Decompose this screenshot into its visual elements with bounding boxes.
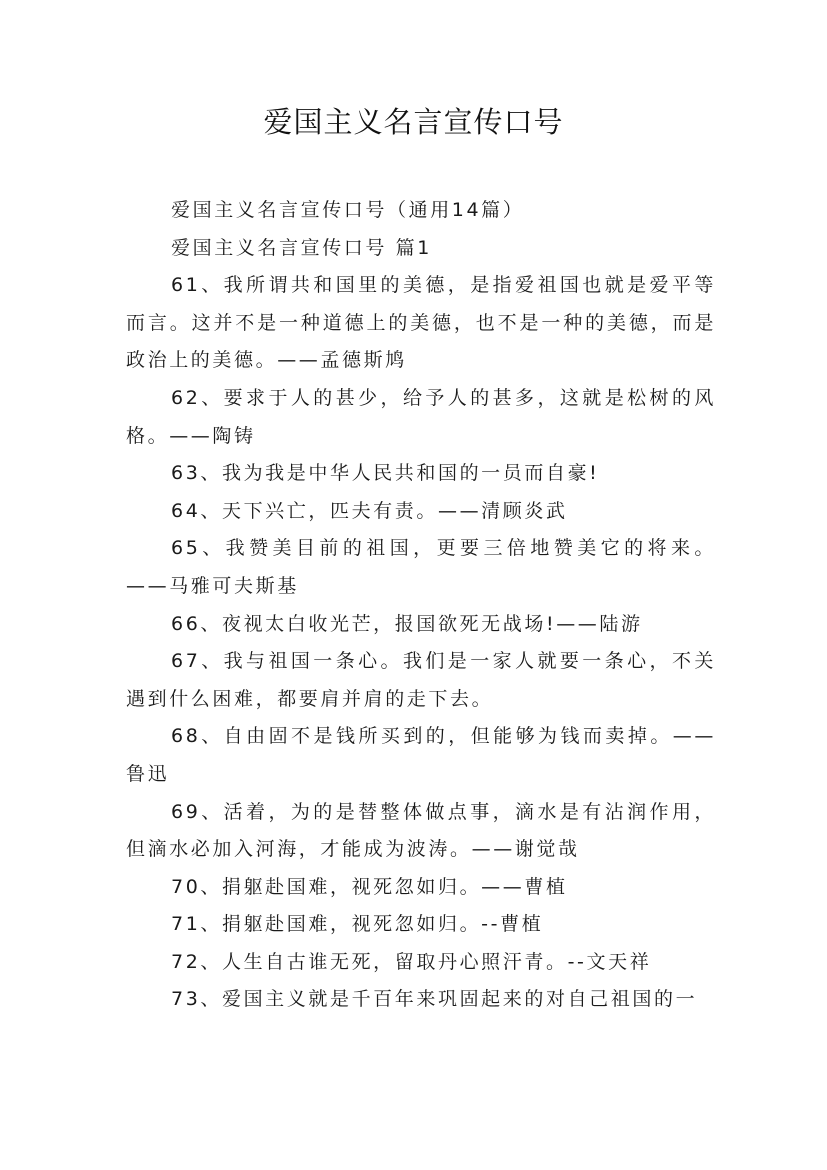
quote-paragraph: 62、要求于人的甚少，给予人的甚多，这就是松树的风格。——陶铸 — [126, 386, 716, 447]
quote-paragraph: 73、爱国主义就是千百年来巩固起来的对自己祖国的一 — [171, 988, 698, 1011]
quote-paragraph: 63、我为我是中华人民共和国的一员而自豪! — [171, 462, 600, 485]
quote-paragraph: 61、我所谓共和国里的美德，是指爱祖国也就是爱平等而言。这并不是一种道德上的美德，也不是一种的美德，而是政治上的美德。——孟德斯鸠 — [126, 274, 716, 372]
document-subtitle: 爱国主义名言宣传口号（通用14篇） — [171, 199, 525, 221]
section-heading: 爱国主义名言宣传口号 篇1 — [171, 236, 432, 259]
quote-paragraph: 71、捐躯赴国难，视死忽如归。--曹植 — [171, 913, 544, 936]
quote-paragraph: 70、捐躯赴国难，视死忽如归。——曹植 — [171, 875, 568, 898]
quote-paragraph: 72、人生自古谁无死，留取丹心照汗青。--文天祥 — [171, 950, 652, 973]
quote-paragraph: 67、我与祖国一条心。我们是一家人就要一条心，不关遇到什么困难，都要肩并肩的走下去。 — [126, 650, 716, 710]
quote-paragraph: 69、活着，为的是替整体做点事，滴水是有沾润作用，但滴水必加入河海，才能成为波涛。——谢觉哉 — [126, 800, 716, 861]
quote-paragraph: 68、自由固不是钱所买到的，但能够为钱而卖掉。——鲁迅 — [126, 725, 716, 785]
quote-paragraph: 65、我赞美目前的祖国，更要三倍地赞美它的将来。——马雅可夫斯基 — [126, 537, 716, 597]
document-body — [126, 192, 716, 1019]
quote-paragraph: 64、天下兴亡，匹夫有责。——清顾炎武 — [171, 499, 568, 522]
document-title: 爱国主义名言宣传口号 — [263, 105, 564, 139]
quote-paragraph: 66、夜视太白收光芒，报国欲死无战场!——陆游 — [171, 612, 643, 635]
